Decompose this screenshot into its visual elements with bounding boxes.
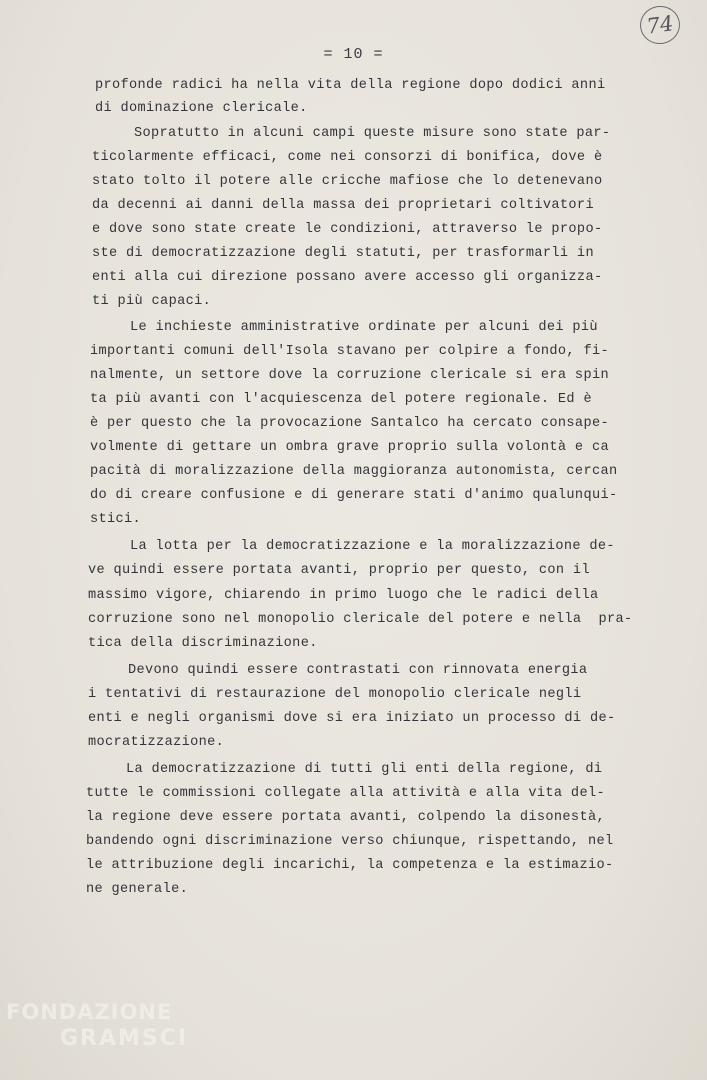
text-line: pacità di moralizzazione della maggioranza autonomista, cercan	[90, 464, 618, 479]
text-line: ticolarmente efficaci, come nei consorzi di bonifica, dove è	[92, 150, 603, 165]
text-line: stato tolto il potere alle cricche mafiose che lo detenevano	[92, 174, 603, 189]
text-line: do di creare confusione e di generare stati d'animo qualunqui-	[90, 488, 618, 503]
text-line: Devono quindi essere contrastati con rinnovata energia	[128, 663, 588, 678]
text-line: massimo vigore, chiarendo in primo luogo che le radici della	[88, 588, 599, 603]
text-line: volmente di gettare un ombra grave proprio sulla volontà e ca	[90, 440, 609, 455]
text-line: da decenni ai danni della massa dei proprietari coltivatori	[92, 198, 594, 213]
text-line: ve quindi essere portata avanti, proprio per questo, con il	[88, 563, 590, 578]
fondazione-gramsci-watermark	[6, 1000, 206, 1051]
page-number: = 10 =	[323, 46, 384, 63]
text-line: profonde radici ha nella vita della regione dopo dodici anni	[95, 78, 606, 93]
text-line: importanti comuni dell'Isola stavano per colpire a fondo, fi-	[90, 344, 609, 359]
text-line: enti e negli organismi dove si era iniziato un processo di de-	[88, 711, 616, 726]
text-line: mocratizzazione.	[88, 735, 225, 750]
text-line: tutte le commissioni collegate alla attività e alla vita del-	[86, 786, 605, 801]
text-line: la regione deve essere portata avanti, colpendo la disonestà,	[86, 810, 605, 825]
text-line: tica della discriminazione.	[88, 636, 318, 651]
text-line: di dominazione clericale.	[95, 101, 308, 116]
text-line: La lotta per la democratizzazione e la moralizzazione de-	[130, 539, 615, 554]
text-line: Le inchieste amministrative ordinate per alcuni dei più	[130, 320, 598, 335]
text-line: e dove sono state create le condizioni, attraverso le propo-	[92, 222, 603, 237]
text-line: enti alla cui direzione possano avere accesso gli organizza-	[92, 270, 603, 285]
text-line: corruzione sono nel monopolio clericale del potere e nella pra-	[88, 612, 633, 627]
text-line: i tentativi di restaurazione del monopolio clericale negli	[88, 687, 582, 702]
text-line: bandendo ogni discriminazione verso chiunque, rispettando, nel	[86, 834, 614, 849]
text-line: stici.	[90, 512, 142, 527]
text-line: le attribuzione degli incarichi, la competenza e la estimazio-	[86, 858, 614, 873]
text-line: nalmente, un settore dove la corruzione clericale si era spin	[90, 368, 609, 383]
watermark-line2: GRAMSCI	[60, 1026, 189, 1051]
text-line: è per questo che la provocazione Santalco ha cercato consape-	[90, 416, 609, 431]
text-line: ti più capaci.	[92, 294, 212, 309]
text-line: ta più avanti con l'acquiescenza del potere regionale. Ed è	[90, 392, 592, 407]
text-line: La democratizzazione di tutti gli enti della regione, di	[126, 762, 603, 777]
text-line: ste di democratizzazione degli statuti, per trasformarli in	[92, 246, 594, 261]
text-line: ne generale.	[86, 882, 189, 897]
folio-number: 74	[638, 3, 683, 46]
watermark-line1: FONDAZIONE	[6, 1000, 173, 1024]
text-line: Sopratutto in alcuni campi queste misure sono state par-	[134, 126, 611, 141]
